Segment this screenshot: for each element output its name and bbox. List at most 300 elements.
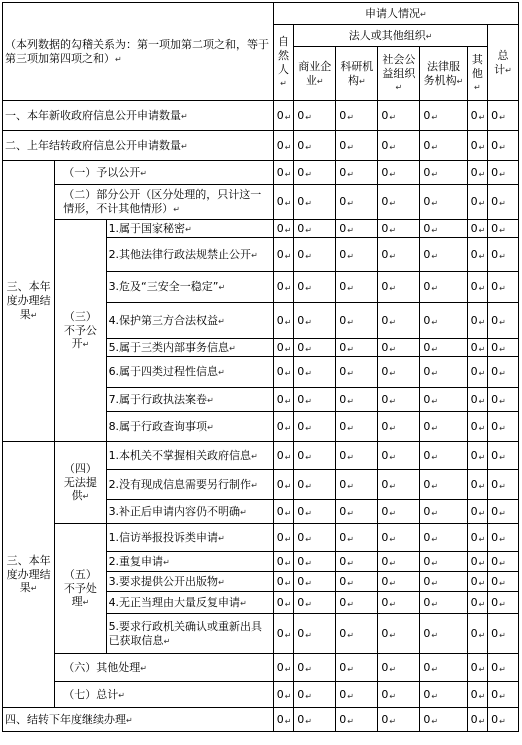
value-cell xyxy=(294,592,336,614)
value-cell xyxy=(273,101,294,131)
paragraph-mark: ↵ xyxy=(478,199,486,208)
paragraph-mark: ↵ xyxy=(478,691,486,701)
value-cell xyxy=(336,572,378,592)
cell-value: 0 xyxy=(276,392,284,406)
value-cell xyxy=(273,654,294,682)
value-cell xyxy=(378,412,420,442)
cell-value: 0 xyxy=(470,195,478,209)
paragraph-mark: ↵ xyxy=(478,664,486,674)
paragraph-mark: ↵ xyxy=(431,423,439,433)
cell-value: 0 xyxy=(297,195,305,209)
cell-value: 0 xyxy=(491,477,499,491)
cell-value: 0 xyxy=(491,165,499,179)
paragraph-mark: ↵ xyxy=(305,284,312,293)
value-cell xyxy=(336,388,378,412)
value-cell xyxy=(336,412,378,442)
paragraph-mark: ↵ xyxy=(347,317,354,327)
value-cell xyxy=(488,654,519,682)
header-research: 科研机构↵ xyxy=(336,47,378,101)
header-commercial: 商业企业↵ xyxy=(294,47,336,101)
paragraph-mark: ↵ xyxy=(431,578,439,588)
value-cell xyxy=(378,161,420,185)
paragraph-mark: ↵ xyxy=(305,169,312,179)
value-cell xyxy=(420,272,467,303)
cell-value: 0 xyxy=(470,626,478,640)
paragraph-mark: ↵ xyxy=(305,508,312,518)
paragraph-mark: ↵ xyxy=(389,534,397,544)
value-cell xyxy=(273,412,294,442)
cell-value: 0 xyxy=(491,530,499,544)
table-row xyxy=(3,220,519,238)
paragraph-mark: ↵ xyxy=(284,664,292,674)
value-cell xyxy=(336,303,378,339)
paragraph-mark: ↵ xyxy=(284,344,292,354)
header-applicant-situation: 申请人情况↵ xyxy=(273,3,518,25)
group-3-4-label: （四）无法提供↵ xyxy=(55,442,106,524)
header-other: 其他↵ xyxy=(467,47,488,101)
value-cell xyxy=(420,500,467,524)
cell-value: 0 xyxy=(423,660,431,674)
value-cell xyxy=(420,552,467,572)
cell-value: 0 xyxy=(339,365,347,379)
paragraph-mark: ↵ xyxy=(284,251,292,261)
value-cell xyxy=(336,470,378,500)
paragraph-mark: ↵ xyxy=(478,630,486,640)
cell-value: 0 xyxy=(491,504,499,518)
cell-value: 0 xyxy=(276,712,284,726)
cell-value: 0 xyxy=(423,365,431,379)
paragraph-mark: ↵ xyxy=(499,225,506,235)
paragraph-mark: ↵ xyxy=(347,251,354,261)
row-label: 3.补正后申请内容仍不明确↵ xyxy=(106,500,273,524)
value-cell xyxy=(294,357,336,388)
cell-value: 0 xyxy=(470,247,478,261)
cell-value: 0 xyxy=(381,108,389,122)
paragraph-mark: ↵ xyxy=(284,716,292,726)
row-label: 6.属于四类过程性信息↵ xyxy=(106,357,273,388)
paragraph-mark: ↵ xyxy=(499,169,506,179)
paragraph-mark: ↵ xyxy=(389,481,397,491)
paragraph-mark: ↵ xyxy=(431,599,439,609)
header-total: 总计↵ xyxy=(488,25,519,101)
paragraph-mark: ↵ xyxy=(347,716,354,726)
value-cell xyxy=(294,572,336,592)
cell-value: 0 xyxy=(297,574,305,588)
paragraph-mark: ↵ xyxy=(305,691,312,701)
paragraph-mark: ↵ xyxy=(284,599,292,609)
paragraph-mark: ↵ xyxy=(347,396,354,406)
paragraph-mark: ↵ xyxy=(347,225,354,235)
row-label: 2.重复申请↵ xyxy=(106,552,273,572)
paragraph-mark: ↵ xyxy=(284,369,292,378)
value-cell xyxy=(378,552,420,572)
value-cell xyxy=(294,388,336,412)
paragraph-mark: ↵ xyxy=(478,251,486,261)
paragraph-mark: ↵ xyxy=(499,423,506,433)
value-cell xyxy=(294,185,336,220)
paragraph-mark: ↵ xyxy=(499,251,506,261)
paragraph-mark: ↵ xyxy=(499,452,506,462)
section-3a-label: 三、本年度办理结果↵ xyxy=(3,161,55,442)
paragraph-mark: ↵ xyxy=(389,691,397,701)
paragraph-mark: ↵ xyxy=(305,112,312,122)
cell-value: 0 xyxy=(491,195,499,209)
value-cell xyxy=(378,708,420,732)
value-cell xyxy=(273,339,294,357)
cell-value: 0 xyxy=(297,554,305,568)
value-cell xyxy=(378,500,420,524)
row-label: 1.本机关不掌握相关政府信息↵ xyxy=(106,442,273,470)
value-cell xyxy=(488,272,519,303)
paragraph-mark: ↵ xyxy=(347,142,354,152)
paragraph-mark: ↵ xyxy=(305,664,312,674)
paragraph-mark: ↵ xyxy=(478,225,486,235)
paragraph-mark: ↵ xyxy=(347,369,354,378)
cell-value: 0 xyxy=(339,247,347,261)
paragraph-mark: ↵ xyxy=(431,251,439,261)
paragraph-mark: ↵ xyxy=(389,578,397,588)
value-cell xyxy=(378,442,420,470)
paragraph-mark: ↵ xyxy=(478,284,486,293)
paragraph-mark: ↵ xyxy=(305,344,312,354)
paragraph-mark: ↵ xyxy=(389,169,397,179)
paragraph-mark: ↵ xyxy=(284,225,292,235)
value-cell xyxy=(488,131,519,161)
row-label: 3.危及“三安全一稳定”↵ xyxy=(106,272,273,303)
value-cell xyxy=(294,238,336,272)
value-cell xyxy=(294,552,336,572)
cell-value: 0 xyxy=(423,392,431,406)
value-cell xyxy=(336,500,378,524)
paragraph-mark: ↵ xyxy=(347,534,354,544)
paragraph-mark: ↵ xyxy=(478,534,486,544)
table-row xyxy=(3,708,519,732)
gov-info-disclosure-table xyxy=(2,2,519,732)
value-cell xyxy=(488,572,519,592)
cell-value: 0 xyxy=(297,221,305,235)
value-cell xyxy=(378,357,420,388)
cell-value: 0 xyxy=(423,530,431,544)
value-cell xyxy=(273,131,294,161)
paragraph-mark: ↵ xyxy=(347,599,354,609)
value-cell xyxy=(378,572,420,592)
paragraph-mark: ↵ xyxy=(347,344,354,354)
cell-value: 0 xyxy=(276,687,284,701)
cell-value: 0 xyxy=(297,448,305,462)
cell-value: 0 xyxy=(470,221,478,235)
row-label: （一）予以公开↵ xyxy=(55,161,273,185)
cell-value: 0 xyxy=(381,392,389,406)
cell-value: 0 xyxy=(339,195,347,209)
value-cell xyxy=(488,220,519,238)
paragraph-mark: ↵ xyxy=(305,630,312,640)
cell-value: 0 xyxy=(297,313,305,327)
paragraph-mark: ↵ xyxy=(478,142,486,152)
paragraph-mark: ↵ xyxy=(347,423,354,433)
value-cell xyxy=(467,654,488,682)
cell-value: 0 xyxy=(423,108,431,122)
cell-value: 0 xyxy=(491,392,499,406)
value-cell xyxy=(467,572,488,592)
cell-value: 0 xyxy=(381,626,389,640)
cell-value: 0 xyxy=(381,574,389,588)
value-cell xyxy=(467,339,488,357)
value-cell xyxy=(467,500,488,524)
cell-value: 0 xyxy=(423,477,431,491)
cell-value: 0 xyxy=(276,595,284,609)
cell-value: 0 xyxy=(423,595,431,609)
value-cell xyxy=(378,303,420,339)
paragraph-mark: ↵ xyxy=(284,578,292,588)
value-cell xyxy=(273,272,294,303)
value-cell xyxy=(294,524,336,552)
cell-value: 0 xyxy=(470,477,478,491)
header-social-welfare: 社会公益组织↵ xyxy=(378,47,420,101)
paragraph-mark: ↵ xyxy=(284,169,292,179)
value-cell xyxy=(488,708,519,732)
paragraph-mark: ↵ xyxy=(284,630,292,640)
paragraph-mark: ↵ xyxy=(431,284,439,293)
value-cell xyxy=(488,388,519,412)
cell-value: 0 xyxy=(297,504,305,518)
cell-value: 0 xyxy=(339,221,347,235)
paragraph-mark: ↵ xyxy=(478,344,486,354)
paragraph-mark: ↵ xyxy=(499,599,506,609)
paragraph-mark: ↵ xyxy=(305,142,312,152)
value-cell xyxy=(378,654,420,682)
cell-value: 0 xyxy=(470,687,478,701)
cell-value: 0 xyxy=(297,280,305,294)
value-cell xyxy=(378,339,420,357)
paragraph-mark: ↵ xyxy=(499,664,506,674)
cell-value: 0 xyxy=(491,247,499,261)
value-cell xyxy=(420,101,467,131)
paragraph-mark: ↵ xyxy=(478,369,486,378)
paragraph-mark: ↵ xyxy=(389,716,397,726)
paragraph-mark: ↵ xyxy=(284,317,292,327)
value-cell xyxy=(488,614,519,654)
value-cell xyxy=(294,272,336,303)
value-cell xyxy=(467,442,488,470)
value-cell xyxy=(420,654,467,682)
value-cell xyxy=(420,220,467,238)
value-cell xyxy=(273,572,294,592)
value-cell xyxy=(273,524,294,552)
value-cell xyxy=(294,442,336,470)
paragraph-mark: ↵ xyxy=(347,508,354,518)
paragraph-mark: ↵ xyxy=(347,452,354,462)
paragraph-mark: ↵ xyxy=(389,508,397,518)
paragraph-mark: ↵ xyxy=(389,199,397,208)
value-cell xyxy=(336,161,378,185)
cell-value: 0 xyxy=(339,108,347,122)
cell-value: 0 xyxy=(491,365,499,379)
cell-value: 0 xyxy=(381,165,389,179)
cell-value: 0 xyxy=(276,165,284,179)
cell-value: 0 xyxy=(491,574,499,588)
cell-value: 0 xyxy=(470,448,478,462)
cell-value: 0 xyxy=(423,138,431,152)
table-row xyxy=(3,442,519,470)
value-cell xyxy=(336,339,378,357)
value-cell xyxy=(488,357,519,388)
cell-value: 0 xyxy=(491,554,499,568)
cell-value: 0 xyxy=(276,365,284,379)
cell-value: 0 xyxy=(423,195,431,209)
paragraph-mark: ↵ xyxy=(431,664,439,674)
paragraph-mark: ↵ xyxy=(305,452,312,462)
value-cell xyxy=(488,303,519,339)
cell-value: 0 xyxy=(470,340,478,354)
paragraph-mark: ↵ xyxy=(478,423,486,433)
value-cell xyxy=(378,614,420,654)
cell-value: 0 xyxy=(470,419,478,433)
value-cell xyxy=(273,500,294,524)
cell-value: 0 xyxy=(470,313,478,327)
cell-value: 0 xyxy=(339,626,347,640)
cell-value: 0 xyxy=(381,280,389,294)
group-3-5-label: （五）不予处理↵ xyxy=(55,524,106,654)
value-cell xyxy=(420,161,467,185)
cell-value: 0 xyxy=(381,530,389,544)
table-row xyxy=(3,654,519,682)
paragraph-mark: ↵ xyxy=(284,423,292,433)
cell-value: 0 xyxy=(297,660,305,674)
value-cell xyxy=(467,412,488,442)
paragraph-mark: ↵ xyxy=(305,481,312,491)
paragraph-mark: ↵ xyxy=(431,481,439,491)
cell-value: 0 xyxy=(423,340,431,354)
cell-value: 0 xyxy=(381,448,389,462)
value-cell xyxy=(336,272,378,303)
value-cell xyxy=(336,682,378,708)
cell-value: 0 xyxy=(339,595,347,609)
cell-value: 0 xyxy=(470,280,478,294)
cell-value: 0 xyxy=(339,530,347,544)
cell-value: 0 xyxy=(276,247,284,261)
table-row xyxy=(3,131,519,161)
paragraph-mark: ↵ xyxy=(499,481,506,491)
cell-value: 0 xyxy=(276,574,284,588)
value-cell xyxy=(488,552,519,572)
paragraph-mark: ↵ xyxy=(499,396,506,406)
cell-value: 0 xyxy=(381,365,389,379)
paragraph-mark: ↵ xyxy=(499,284,506,293)
cell-value: 0 xyxy=(339,687,347,701)
paragraph-mark: ↵ xyxy=(347,169,354,179)
value-cell xyxy=(294,101,336,131)
paragraph-mark: ↵ xyxy=(389,142,397,152)
value-cell xyxy=(336,708,378,732)
cell-value: 0 xyxy=(491,626,499,640)
paragraph-mark: ↵ xyxy=(431,369,439,378)
cell-value: 0 xyxy=(276,448,284,462)
cell-value: 0 xyxy=(297,595,305,609)
cell-value: 0 xyxy=(470,108,478,122)
cell-value: 0 xyxy=(381,221,389,235)
paragraph-mark: ↵ xyxy=(389,423,397,433)
paragraph-mark: ↵ xyxy=(284,481,292,491)
paragraph-mark: ↵ xyxy=(499,630,506,640)
value-cell xyxy=(467,614,488,654)
cell-value: 0 xyxy=(423,574,431,588)
paragraph-mark: ↵ xyxy=(305,423,312,433)
cell-value: 0 xyxy=(491,687,499,701)
paragraph-mark: ↵ xyxy=(389,630,397,640)
cell-value: 0 xyxy=(470,660,478,674)
cell-value: 0 xyxy=(470,574,478,588)
paragraph-mark: ↵ xyxy=(305,317,312,327)
cell-value: 0 xyxy=(423,221,431,235)
cell-value: 0 xyxy=(470,365,478,379)
paragraph-mark: ↵ xyxy=(389,284,397,293)
paragraph-mark: ↵ xyxy=(478,169,486,179)
row-label: 1.信访举报投诉类申请↵ xyxy=(106,524,273,552)
value-cell xyxy=(420,339,467,357)
paragraph-mark: ↵ xyxy=(389,112,397,122)
cell-value: 0 xyxy=(276,477,284,491)
value-cell xyxy=(294,131,336,161)
table-row xyxy=(3,524,519,552)
table-row xyxy=(3,101,519,131)
cell-value: 0 xyxy=(491,448,499,462)
paragraph-mark: ↵ xyxy=(284,112,292,122)
row-label: （二）部分公开（区分处理的，只计这一情形，不计其他情形）↵ xyxy=(55,185,273,220)
cell-value: 0 xyxy=(297,712,305,726)
cell-value: 0 xyxy=(381,247,389,261)
paragraph-mark: ↵ xyxy=(284,284,292,293)
paragraph-mark: ↵ xyxy=(389,664,397,674)
cell-value: 0 xyxy=(297,419,305,433)
paragraph-mark: ↵ xyxy=(478,317,486,327)
header-note: （本列数据的勾稽关系为：第一项加第二项之和，等于第三项加第四项之和）↵ xyxy=(3,3,274,101)
cell-value: 0 xyxy=(381,504,389,518)
value-cell xyxy=(488,500,519,524)
cell-value: 0 xyxy=(423,448,431,462)
value-cell xyxy=(378,238,420,272)
paragraph-mark: ↵ xyxy=(389,225,397,235)
paragraph-mark: ↵ xyxy=(389,251,397,261)
cell-value: 0 xyxy=(297,365,305,379)
paragraph-mark: ↵ xyxy=(478,481,486,491)
paragraph-mark: ↵ xyxy=(284,691,292,701)
paragraph-mark: ↵ xyxy=(478,112,486,122)
paragraph-mark: ↵ xyxy=(499,578,506,588)
paragraph-mark: ↵ xyxy=(431,558,439,568)
value-cell xyxy=(488,339,519,357)
value-cell xyxy=(488,238,519,272)
cell-value: 0 xyxy=(423,313,431,327)
paragraph-mark: ↵ xyxy=(431,169,439,179)
paragraph-mark: ↵ xyxy=(389,344,397,354)
cell-value: 0 xyxy=(491,595,499,609)
header-legal-persons-group: 法人或其他组织↵ xyxy=(294,25,488,47)
cell-value: 0 xyxy=(423,419,431,433)
paragraph-mark: ↵ xyxy=(389,558,397,568)
cell-value: 0 xyxy=(339,712,347,726)
value-cell xyxy=(378,272,420,303)
cell-value: 0 xyxy=(339,448,347,462)
cell-value: 0 xyxy=(423,280,431,294)
paragraph-mark: ↵ xyxy=(305,534,312,544)
cell-value: 0 xyxy=(297,392,305,406)
value-cell xyxy=(488,470,519,500)
value-cell xyxy=(336,654,378,682)
value-cell xyxy=(273,682,294,708)
cell-value: 0 xyxy=(491,340,499,354)
paragraph-mark: ↵ xyxy=(478,452,486,462)
cell-value: 0 xyxy=(470,165,478,179)
